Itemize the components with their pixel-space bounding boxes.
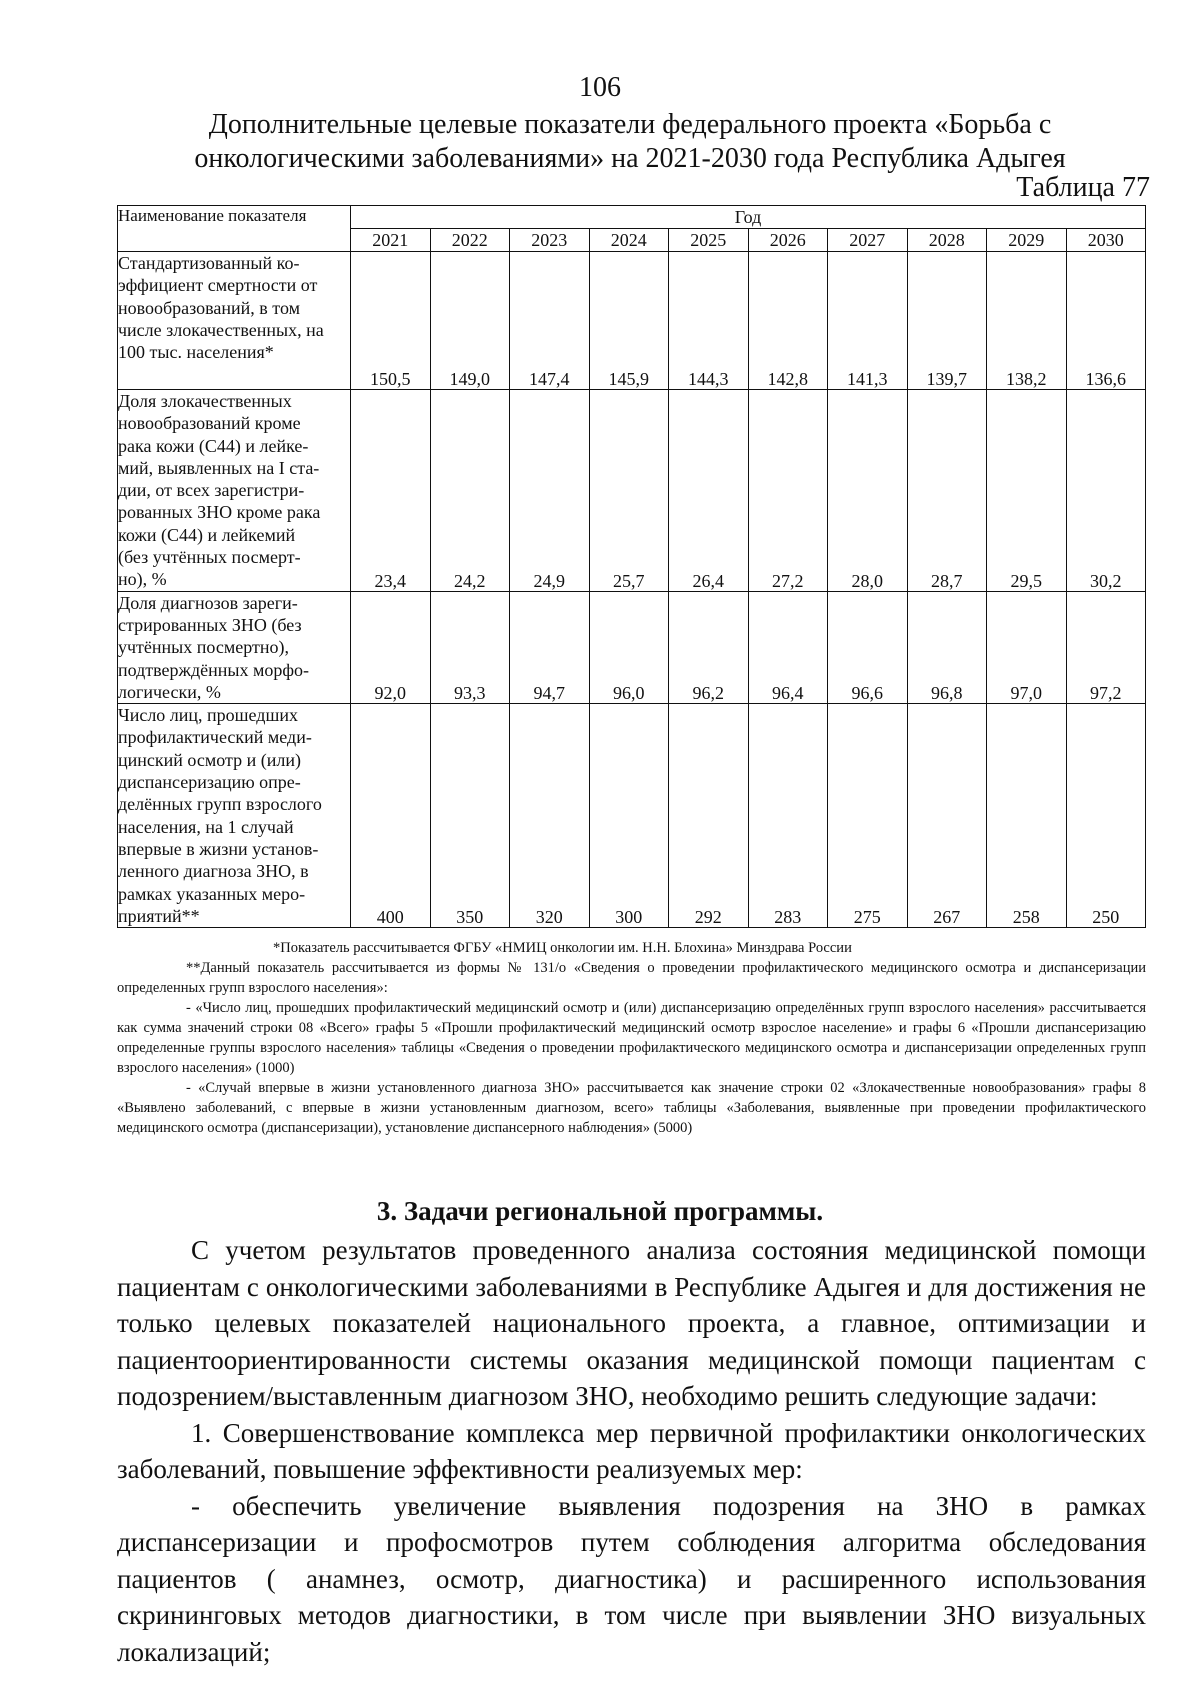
value-cell: 24,2 (430, 390, 510, 592)
indicator-name-line: мий, выявленных на I ста- (118, 457, 320, 478)
value-cell: 275 (828, 704, 908, 928)
value-cell: 283 (748, 704, 828, 928)
indicator-name-line: подтверждённых морфо- (118, 659, 310, 680)
indicator-name-line: новообразований, в том (118, 297, 300, 318)
value-cell: 147,4 (510, 252, 590, 390)
indicator-name-line: (без учтённых посмерт- (118, 547, 301, 568)
body-text (117, 1232, 1146, 1670)
year-2025: 2025 (669, 229, 749, 252)
table-row (118, 704, 1146, 928)
indicator-name-line: рамках указанных меро- (118, 883, 306, 904)
indicator-name-line: но), % (118, 569, 167, 590)
value-cell: 150,5 (351, 252, 431, 390)
section-heading: 3. Задачи региональной программы. (376, 1196, 824, 1226)
indicator-name-line: приятий** (118, 905, 200, 926)
value-cell: 300 (589, 704, 669, 928)
value-cell: 149,0 (430, 252, 510, 390)
value-cell: 142,8 (748, 252, 828, 390)
value-cell: 292 (669, 704, 749, 928)
footnote-1: *Показатель рассчитывается ФГБУ «НМИЦ онкологии им. Н.Н. Блохина» Минздрава России (273, 940, 852, 956)
indicator-name-line: Доля диагнозов зареги- (118, 592, 298, 613)
value-cell: 27,2 (748, 390, 828, 592)
value-cell: 29,5 (987, 390, 1067, 592)
indicator-name (118, 252, 351, 390)
footnote-2: **Данный показатель рассчитывается из формы № 131/о «Сведения о проведении профилактического медицинского осмотра и диспансеризации определенных групп взрослого населения»: (117, 960, 1146, 996)
indicator-name-header: Наименование показателя (118, 206, 351, 252)
indicator-name-line: числе злокачественных, на (118, 319, 324, 340)
value-cell: 136,6 (1066, 252, 1146, 390)
year-2023: 2023 (510, 229, 590, 252)
indicator-name-line: делённых групп взрослого (118, 794, 322, 815)
indicator-name (118, 704, 351, 928)
table-label: Таблица 77 (1016, 172, 1150, 203)
value-cell: 30,2 (1066, 390, 1146, 592)
value-cell: 96,8 (907, 591, 987, 703)
year-2026: 2026 (748, 229, 828, 252)
value-cell: 350 (430, 704, 510, 928)
value-cell: 97,2 (1066, 591, 1146, 703)
indicator-name-line: ленного диагноза ЗНО, в (118, 861, 309, 882)
value-cell: 96,6 (828, 591, 908, 703)
indicator-name-line: логически, % (118, 681, 221, 702)
indicator-name-line: населения, на 1 случай (118, 816, 294, 837)
table-body (118, 252, 1146, 928)
paragraph-3: - обеспечить увеличение выявления подозрения на ЗНО в рамках диспансеризации и профосмотров путем соблюдения алгоритма обследования пациентов ( анамнез, осмотр, диагностика) и расширенного использования скрининговых методов диагностики, в том числе при выявлении ЗНО визуальных локализаций; (117, 1490, 1146, 1667)
indicator-name-line: стрированных ЗНО (без (118, 614, 302, 635)
value-cell: 320 (510, 704, 590, 928)
year-2022: 2022 (430, 229, 510, 252)
table-row (118, 390, 1146, 592)
page-number: 106 (579, 72, 621, 103)
indicator-name-line: рованных ЗНО кроме рака (118, 502, 321, 523)
indicator-name-line: Число лиц, прошедших (118, 705, 298, 726)
indicator-name (118, 591, 351, 703)
value-cell: 138,2 (987, 252, 1067, 390)
footnote-3: - «Число лиц, прошедших профилактический медицинский осмотр и (или) диспансеризацию определённых групп взрослого населения» рассчитывается как сумма значений строки 08 «Всего» графы 5 «Прошли профилактический медицинский осмотр взрослое население» и графы 6 «Прошли диспансеризацию определенные группы взрослого населения» таблицы «Сведения о проведении профилактического медицинского осмотра и диспансеризации определенных групп взрослого населения» (1000) (117, 1000, 1146, 1076)
value-cell: 144,3 (669, 252, 749, 390)
value-cell: 400 (351, 704, 431, 928)
value-cell: 28,7 (907, 390, 987, 592)
value-cell: 96,4 (748, 591, 828, 703)
paragraph-2: 1. Совершенствование комплекса мер первичной профилактики онкологических заболеваний, повышение эффективности реализуемых мер: (117, 1417, 1146, 1484)
indicator-name-line: Стандартизованный ко- (118, 253, 300, 273)
indicator-name-line: Доля злокачественных (118, 391, 292, 411)
value-cell: 96,2 (669, 591, 749, 703)
indicator-name-line: дии, от всех зарегистри- (118, 480, 305, 501)
year-2029: 2029 (987, 229, 1067, 252)
indicator-name-line: впервые в жизни установ- (118, 838, 319, 859)
document-title: Дополнительные целевые показатели федерального проекта «Борьба с онкологическими заболеваниями» на 2021-2030 года Республика Адыгея (194, 109, 1066, 174)
indicator-name (118, 390, 351, 592)
indicator-name-line: эффициент смертности от (118, 275, 318, 296)
value-cell: 139,7 (907, 252, 987, 390)
value-cell: 28,0 (828, 390, 908, 592)
indicator-name-line: учтённых посмертно), (118, 637, 289, 658)
value-cell: 97,0 (987, 591, 1067, 703)
paragraph-1: С учетом результатов проведенного анализа состояния медицинской помощи пациентам с онкологическими заболеваниями в Республике Адыгея и для достижения не только целевых показателей национального проекта, а главное, оптимизации и пациентоориентированности системы оказания медицинской помощи пациентам с подозрением/выставленным диагнозом ЗНО, необходимо решить следующие задачи: (117, 1235, 1146, 1411)
table-header-row (118, 206, 1146, 229)
value-cell: 25,7 (589, 390, 669, 592)
indicators-table (117, 205, 1146, 928)
value-cell: 92,0 (351, 591, 431, 703)
value-cell: 250 (1066, 704, 1146, 928)
value-cell: 94,7 (510, 591, 590, 703)
footnotes (117, 938, 1146, 1138)
value-cell: 141,3 (828, 252, 908, 390)
year-2021: 2021 (351, 229, 431, 252)
indicator-name-line: 100 тыс. населения* (118, 342, 274, 363)
value-cell: 96,0 (589, 591, 669, 703)
year-2024: 2024 (589, 229, 669, 252)
value-cell: 93,3 (430, 591, 510, 703)
year-header: Год (351, 206, 1146, 229)
table-row (118, 591, 1146, 703)
value-cell: 26,4 (669, 390, 749, 592)
year-2027: 2027 (828, 229, 908, 252)
indicator-name-line: кожи (С44) и лейкемий (118, 524, 296, 545)
indicator-name-line: цинский осмотр и (или) (118, 749, 301, 770)
value-cell: 258 (987, 704, 1067, 928)
indicator-name-line: рака кожи (С44) и лейке- (118, 435, 309, 456)
value-cell: 145,9 (589, 252, 669, 390)
value-cell: 23,4 (351, 390, 431, 592)
value-cell: 267 (907, 704, 987, 928)
indicator-name-line: профилактический меди- (118, 727, 312, 748)
footnote-4: - «Случай впервые в жизни установленного диагноза ЗНО» рассчитывается как значение строки 02 «Злокачественные новообразования» графы 8 «Выявлено заболеваний, с впервые в жизни установленным диагнозом, всего» таблицы «Заболевания, выявленные при проведении профилактического медицинского осмотра (диспансеризации), установление диспансерного наблюдения» (5000) (117, 1080, 1146, 1136)
indicator-name-line: новообразований кроме (118, 413, 301, 434)
year-2030: 2030 (1066, 229, 1146, 252)
value-cell: 24,9 (510, 390, 590, 592)
indicator-name-line: диспансеризацию опре- (118, 772, 301, 793)
table-row (118, 252, 1146, 390)
year-2028: 2028 (907, 229, 987, 252)
